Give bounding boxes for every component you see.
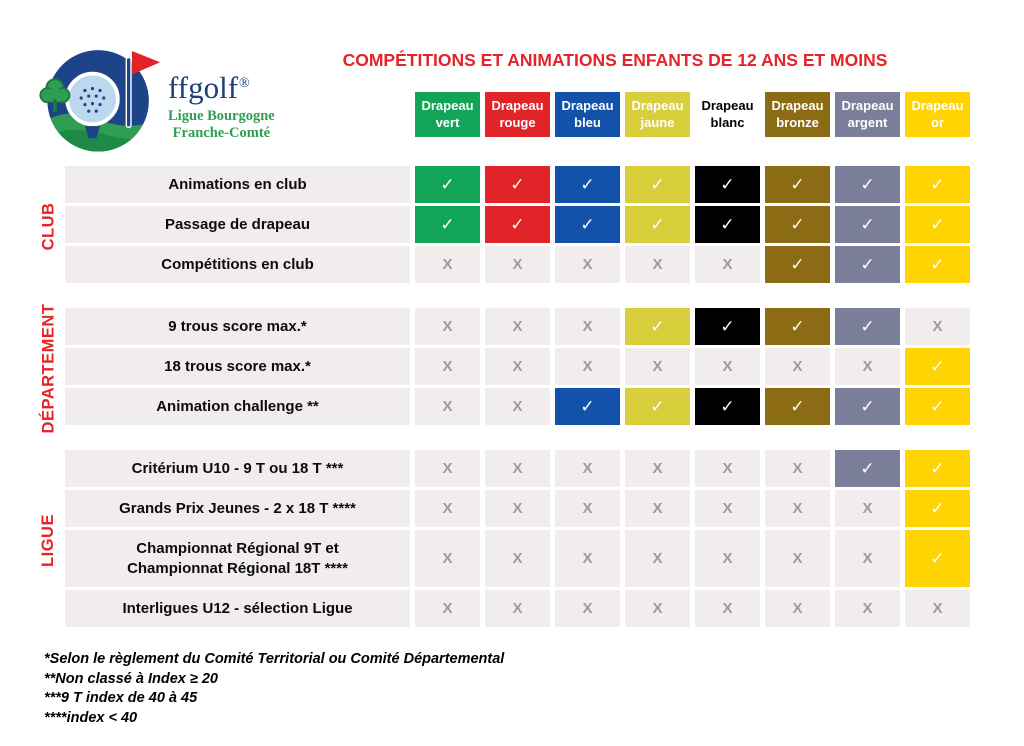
table-row	[62, 206, 970, 243]
row-label: 9 trous score max.*	[65, 308, 410, 345]
check-cell-bleu: ✓	[555, 388, 620, 425]
check-cell-or: ✓	[905, 388, 970, 425]
check-cell-bronze: ✓	[765, 388, 830, 425]
cross-cell-rouge: X	[485, 246, 550, 283]
column-header-jaune: Drapeau jaune	[625, 92, 690, 137]
cross-cell-bronze: X	[765, 348, 830, 385]
row-label: Grands Prix Jeunes - 2 x 18 T ****	[65, 490, 410, 527]
cross-cell-blanc: X	[695, 530, 760, 587]
row-label: Compétitions en club	[65, 246, 410, 283]
check-cell-bleu: ✓	[555, 166, 620, 203]
check-cell-argent: ✓	[835, 246, 900, 283]
check-cell-vert: ✓	[415, 166, 480, 203]
footnote-4: ****index < 40	[44, 709, 138, 726]
column-headers	[410, 92, 970, 137]
check-cell-or: ✓	[905, 166, 970, 203]
logo-region-line1: Ligue Bourgogne	[168, 108, 275, 124]
check-cell-jaune: ✓	[625, 166, 690, 203]
cross-cell-bronze: X	[765, 530, 830, 587]
cross-cell-rouge: X	[485, 490, 550, 527]
cross-cell-bronze: X	[765, 590, 830, 627]
cross-cell-vert: X	[415, 308, 480, 345]
table-row	[62, 530, 970, 587]
row-label: 18 trous score max.*	[65, 348, 410, 385]
cross-cell-jaune: X	[625, 590, 690, 627]
cross-cell-blanc: X	[695, 246, 760, 283]
cross-cell-argent: X	[835, 590, 900, 627]
check-cell-jaune: ✓	[625, 206, 690, 243]
cross-cell-vert: X	[415, 490, 480, 527]
table-row	[62, 308, 970, 345]
check-cell-blanc: ✓	[695, 388, 760, 425]
column-header-argent: Drapeau argent	[835, 92, 900, 137]
table-row	[62, 388, 970, 425]
table-body	[35, 166, 970, 630]
check-cell-or: ✓	[905, 348, 970, 385]
group-label: CLUB	[39, 202, 58, 250]
group-ligue	[35, 450, 970, 630]
check-cell-vert: ✓	[415, 206, 480, 243]
row-label: Critérium U10 - 9 T ou 18 T ***	[65, 450, 410, 487]
row-label: Animation challenge **	[65, 388, 410, 425]
check-cell-argent: ✓	[835, 388, 900, 425]
check-cell-argent: ✓	[835, 206, 900, 243]
check-cell-argent: ✓	[835, 166, 900, 203]
check-cell-or: ✓	[905, 450, 970, 487]
cross-cell-argent: X	[835, 530, 900, 587]
group-label: DÉPARTEMENT	[39, 303, 57, 433]
cross-cell-rouge: X	[485, 388, 550, 425]
column-header-bronze: Drapeau bronze	[765, 92, 830, 137]
cross-cell-vert: X	[415, 348, 480, 385]
check-cell-argent: ✓	[835, 450, 900, 487]
cross-cell-rouge: X	[485, 530, 550, 587]
logo-brand: ffgolf®	[168, 70, 250, 105]
table-row	[62, 348, 970, 385]
competition-table	[35, 92, 970, 630]
column-header-or: Drapeau or	[905, 92, 970, 137]
cross-cell-bleu: X	[555, 590, 620, 627]
row-label: Animations en club	[65, 166, 410, 203]
cross-cell-rouge: X	[485, 308, 550, 345]
table-row	[62, 490, 970, 527]
cross-cell-bleu: X	[555, 490, 620, 527]
column-header-bleu: Drapeau bleu	[555, 92, 620, 137]
table-row	[62, 450, 970, 487]
check-cell-bronze: ✓	[765, 206, 830, 243]
cross-cell-vert: X	[415, 246, 480, 283]
check-cell-bleu: ✓	[555, 206, 620, 243]
check-cell-bronze: ✓	[765, 166, 830, 203]
cross-cell-jaune: X	[625, 490, 690, 527]
footnote-3: ***9 T index de 40 à 45	[44, 690, 198, 706]
table-row	[62, 246, 970, 283]
check-cell-or: ✓	[905, 206, 970, 243]
logo-region-line2: Franche-Comté	[172, 124, 271, 141]
cross-cell-bleu: X	[555, 530, 620, 587]
cross-cell-jaune: X	[625, 450, 690, 487]
check-cell-blanc: ✓	[695, 166, 760, 203]
footnote-1: *Selon le règlement du Comité Territorial ou Comité Départemental	[44, 651, 505, 667]
cross-cell-or: X	[905, 590, 970, 627]
cross-cell-argent: X	[835, 348, 900, 385]
red-flag-icon	[132, 51, 160, 74]
cross-cell-blanc: X	[695, 348, 760, 385]
group-label: LIGUE	[39, 513, 58, 567]
footnotes	[44, 650, 504, 728]
cross-cell-vert: X	[415, 450, 480, 487]
row-label: Championnat Régional 9T et Championnat Régional 18T ****	[65, 530, 410, 587]
check-cell-or: ✓	[905, 490, 970, 527]
cross-cell-bleu: X	[555, 348, 620, 385]
cross-cell-rouge: X	[485, 450, 550, 487]
check-cell-bronze: ✓	[765, 308, 830, 345]
cross-cell-bronze: X	[765, 490, 830, 527]
check-cell-blanc: ✓	[695, 308, 760, 345]
check-cell-bronze: ✓	[765, 246, 830, 283]
cross-cell-rouge: X	[485, 348, 550, 385]
column-header-blanc: Drapeau blanc	[695, 92, 760, 137]
column-header-vert: Drapeau vert	[415, 92, 480, 137]
check-cell-jaune: ✓	[625, 388, 690, 425]
check-cell-blanc: ✓	[695, 206, 760, 243]
cross-cell-vert: X	[415, 590, 480, 627]
cross-cell-bronze: X	[765, 450, 830, 487]
cross-cell-blanc: X	[695, 490, 760, 527]
check-cell-or: ✓	[905, 246, 970, 283]
footnote-2: **Non classé à Index ≥ 20	[44, 670, 218, 687]
row-label: Passage de drapeau	[65, 206, 410, 243]
cross-cell-blanc: X	[695, 590, 760, 627]
cross-cell-vert: X	[415, 388, 480, 425]
cross-cell-bleu: X	[555, 450, 620, 487]
cross-cell-vert: X	[415, 530, 480, 587]
cross-cell-bleu: X	[555, 246, 620, 283]
cross-cell-rouge: X	[485, 590, 550, 627]
table-row	[62, 590, 970, 627]
row-label: Interligues U12 - sélection Ligue	[65, 590, 410, 627]
group-club	[35, 166, 970, 286]
registered-mark: ®	[239, 75, 250, 91]
check-cell-or: ✓	[905, 530, 970, 587]
cross-cell-blanc: X	[695, 450, 760, 487]
cross-cell-jaune: X	[625, 246, 690, 283]
cross-cell-bleu: X	[555, 308, 620, 345]
group-département	[35, 303, 970, 433]
cross-cell-or: X	[905, 308, 970, 345]
check-cell-jaune: ✓	[625, 308, 690, 345]
check-cell-rouge: ✓	[485, 166, 550, 203]
check-cell-argent: ✓	[835, 308, 900, 345]
column-header-rouge: Drapeau rouge	[485, 92, 550, 137]
cross-cell-jaune: X	[625, 530, 690, 587]
table-row	[62, 166, 970, 203]
cross-cell-argent: X	[835, 490, 900, 527]
check-cell-rouge: ✓	[485, 206, 550, 243]
cross-cell-jaune: X	[625, 348, 690, 385]
page-title: COMPÉTITIONS ET ANIMATIONS ENFANTS DE 12 ANS ET MOINS	[342, 50, 888, 70]
